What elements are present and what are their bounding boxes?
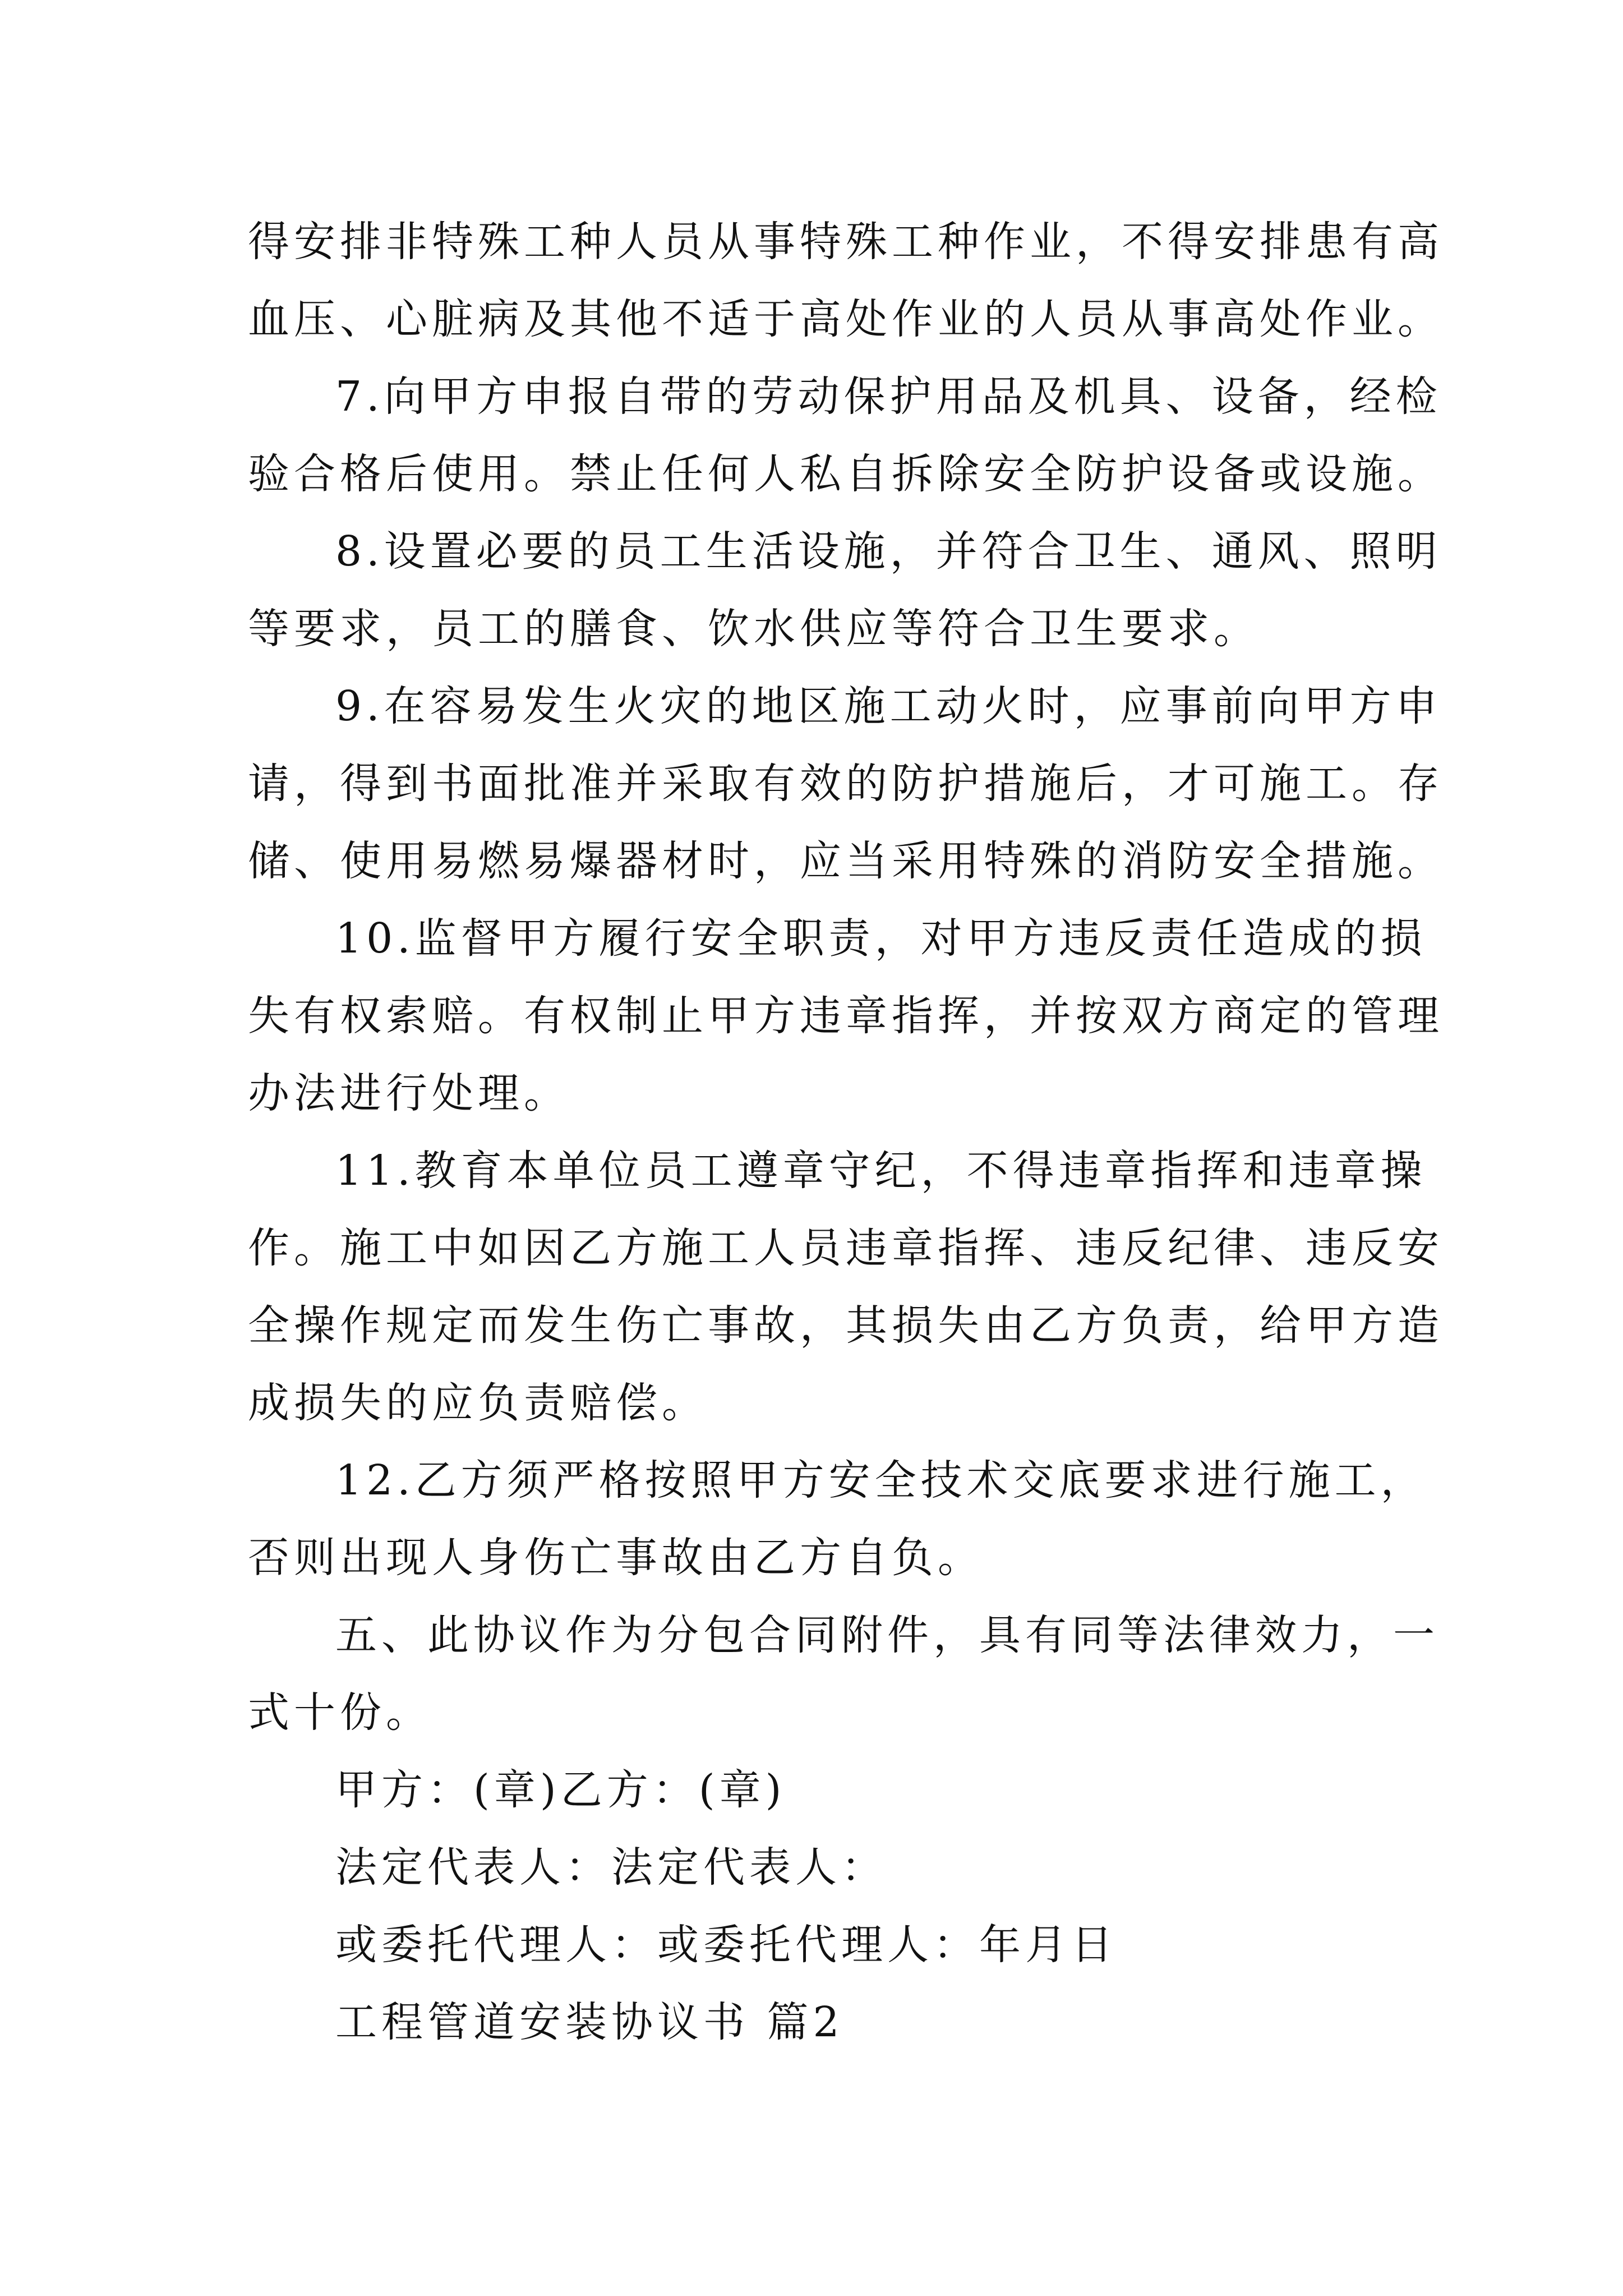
text-line: 式十份。 xyxy=(248,1688,432,1737)
text-line: 失有权索赔。有权制止甲方违章指挥，并按双方商定的管理 xyxy=(248,992,1444,1040)
text-line: 否则出现人身伤亡事故由乙方自负。 xyxy=(248,1534,984,1582)
text-line-item-8: 8.设置必要的员工生活设施，并符合卫生、通风、照明 xyxy=(335,527,1442,576)
text-line-item-11: 11.教育本单位员工遵章守纪，不得违章指挥和违章操 xyxy=(335,1147,1427,1195)
text-line: 验合格后使用。禁止任何人私自拆除安全防护设备或设施。 xyxy=(248,450,1444,498)
section-heading: 工程管道安装协议书 篇2 xyxy=(335,1998,844,2046)
text-line: 储、使用易燃易爆器材时，应当采用特殊的消防安全措施。 xyxy=(248,837,1444,885)
signature-line-agents-date: 或委托代理人：或委托代理人：年月日 xyxy=(335,1921,1117,1969)
text-line: 请，得到书面批准并采取有效的防护措施后，才可施工。存 xyxy=(248,760,1444,808)
text-line: 等要求，员工的膳食、饮水供应等符合卫生要求。 xyxy=(248,605,1260,653)
signature-line-parties: 甲方：(章)乙方：(章) xyxy=(335,1766,786,1814)
text-line-section-5: 五、此协议作为分包合同附件，具有同等法律效力，一 xyxy=(335,1611,1439,1659)
signature-line-representatives: 法定代表人：法定代表人： xyxy=(335,1843,887,1892)
text-line: 成损失的应负责赔偿。 xyxy=(248,1379,708,1427)
text-line: 全操作规定而发生伤亡事故，其损失由乙方负责，给甲方造 xyxy=(248,1301,1444,1350)
document-body xyxy=(248,203,1444,2061)
text-line: 办法进行处理。 xyxy=(248,1069,570,1117)
text-line: 血压、心脏病及其他不适于高处作业的人员从事高处作业。 xyxy=(248,295,1444,343)
text-line-item-7: 7.向甲方申报自带的劳动保护用品及机具、设备，经检 xyxy=(335,372,1442,421)
text-line: 得安排非特殊工种人员从事特殊工种作业，不得安排患有高 xyxy=(248,218,1444,266)
text-line-item-12: 12.乙方须严格按照甲方安全技术交底要求进行施工， xyxy=(335,1456,1427,1504)
text-line-item-10: 10.监督甲方履行安全职责，对甲方违反责任造成的损 xyxy=(335,914,1427,963)
text-line-item-9: 9.在容易发生火灾的地区施工动火时，应事前向甲方申 xyxy=(335,682,1442,730)
text-line: 作。施工中如因乙方施工人员违章指挥、违反纪律、违反安 xyxy=(248,1224,1444,1272)
